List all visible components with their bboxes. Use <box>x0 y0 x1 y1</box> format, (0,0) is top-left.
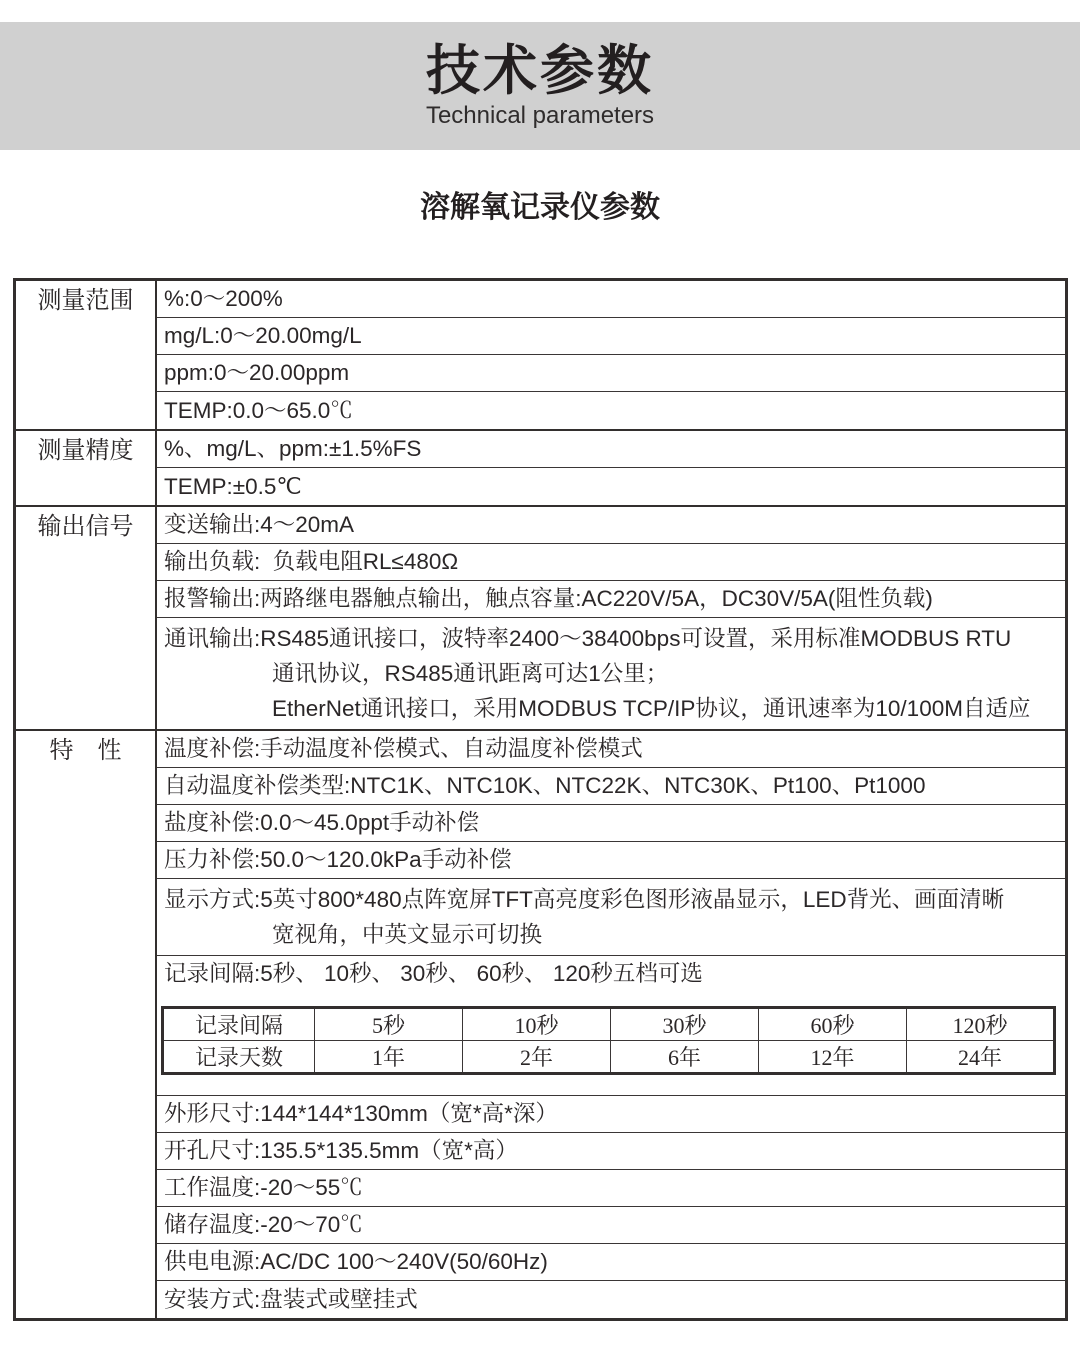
record-table-cell: 1年 <box>315 1041 463 1074</box>
spec-line: 工作温度:-20～55℃ <box>164 1175 363 1200</box>
spec-line: 输出负载: 负载电阻RL≤480Ω <box>164 549 459 574</box>
spec-row <box>157 281 1065 318</box>
spec-line: 盐度补偿:0.0～45.0ppt手动补偿 <box>164 810 480 835</box>
spec-row <box>157 581 1065 618</box>
spec-group <box>16 281 1065 429</box>
record-table <box>161 1006 1056 1075</box>
spec-row <box>157 1096 1065 1133</box>
spec-line: %:0～200% <box>164 286 283 311</box>
spec-line: 开孔尺寸:135.5*135.5mm（宽*高） <box>164 1138 518 1163</box>
page-title: 技术参数 <box>426 41 654 101</box>
spec-row <box>157 1170 1065 1207</box>
spec-line: 温度补偿:手动温度补偿模式、自动温度补偿模式 <box>164 736 643 761</box>
spec-line: mg/L:0～20.00mg/L <box>164 323 362 348</box>
spec-row <box>157 355 1065 392</box>
spec-row <box>157 1244 1065 1281</box>
group-content <box>157 507 1065 729</box>
group-content <box>157 281 1065 429</box>
record-table-cell: 记录天数 <box>163 1041 315 1074</box>
spec-row <box>157 1281 1065 1318</box>
spec-line: 宽视角，中英文显示可切换 <box>272 922 543 947</box>
spec-row <box>157 618 1065 729</box>
spec-line: %、mg/L、ppm:±1.5%FS <box>164 436 422 461</box>
spec-line: 外形尺寸:144*144*130mm（宽*高*深） <box>164 1101 558 1126</box>
spec-row <box>157 956 1065 992</box>
spec-row <box>157 842 1065 879</box>
spec-group <box>16 429 1065 505</box>
spec-line: TEMP:±0.5℃ <box>164 473 302 499</box>
spec-line: 通讯协议，RS485通讯距离可达1公里； <box>272 661 669 686</box>
record-table-cell: 5秒 <box>315 1008 463 1041</box>
spec-row <box>157 768 1065 805</box>
spec-line: 自动温度补偿类型:NTC1K、NTC10K、NTC22K、NTC30K、Pt100、Pt1000 <box>164 773 926 798</box>
record-table-cell: 6年 <box>611 1041 759 1074</box>
header-banner <box>0 22 1080 150</box>
spec-line: 通讯输出:RS485通讯接口，波特率2400～38400bps可设置，采用标准MODBUS RTU <box>164 626 1012 651</box>
page-subtitle: Technical parameters <box>425 102 655 129</box>
record-table-row <box>163 1041 1055 1074</box>
spec-line: 变送输出:4～20mA <box>164 512 355 537</box>
record-table-cell: 记录间隔 <box>163 1008 315 1041</box>
spec-row <box>157 318 1065 355</box>
spec-line: TEMP:0.0～65.0℃ <box>164 397 353 423</box>
spec-row <box>157 1207 1065 1244</box>
spec-group <box>16 729 1065 1318</box>
page <box>0 22 1080 1312</box>
spec-row <box>157 731 1065 768</box>
spec-row <box>157 392 1065 429</box>
spec-line: ppm:0～20.00ppm <box>164 360 350 385</box>
spec-row <box>157 1133 1065 1170</box>
record-table-region <box>157 992 1065 1096</box>
record-table-cell: 2年 <box>463 1041 611 1074</box>
spec-row <box>157 879 1065 956</box>
record-table-cell: 30秒 <box>611 1008 759 1041</box>
spec-line: 压力补偿:50.0～120.0kPa手动补偿 <box>164 847 512 872</box>
record-table-cell: 12年 <box>759 1041 907 1074</box>
spec-group <box>16 505 1065 729</box>
spec-line: 显示方式:5英寸800*480点阵宽屏TFT高亮度彩色图形液晶显示，LED背光、画面清晰 <box>164 887 1005 912</box>
group-label: 测量精度 <box>16 431 157 505</box>
spec-row <box>157 544 1065 581</box>
spec-row <box>157 507 1065 544</box>
spec-line: 安装方式:盘装式或壁挂式 <box>164 1286 418 1312</box>
record-table-row <box>163 1008 1055 1041</box>
group-label: 测量范围 <box>16 281 157 429</box>
spec-row <box>157 468 1065 505</box>
spec-line: 供电电源:AC/DC 100～240V(50/60Hz) <box>164 1249 548 1274</box>
spec-line: EtherNet通讯接口，采用MODBUS TCP/IP协议，通讯速率为10/100M自适应 <box>272 696 1031 721</box>
spec-line: 储存温度:-20～70℃ <box>164 1212 363 1237</box>
record-table-cell: 24年 <box>907 1041 1055 1074</box>
record-table-cell: 60秒 <box>759 1008 907 1041</box>
group-label: 输出信号 <box>16 507 157 729</box>
group-label: 特 性 <box>16 731 157 1318</box>
section-title: 溶解氧记录仪参数 <box>420 191 660 224</box>
spec-line: 记录间隔:5秒、 10秒、 30秒、 60秒、 120秒五档可选 <box>164 961 703 986</box>
group-content <box>157 431 1065 505</box>
record-table-cell: 10秒 <box>463 1008 611 1041</box>
spec-line: 报警输出:两路继电器触点输出，触点容量:AC220V/5A，DC30V/5A(阻性负载) <box>164 586 933 611</box>
spec-row <box>157 805 1065 842</box>
record-table-cell: 120秒 <box>907 1008 1055 1041</box>
spec-table <box>13 278 1068 1321</box>
group-content <box>157 731 1065 1318</box>
spec-row <box>157 431 1065 468</box>
